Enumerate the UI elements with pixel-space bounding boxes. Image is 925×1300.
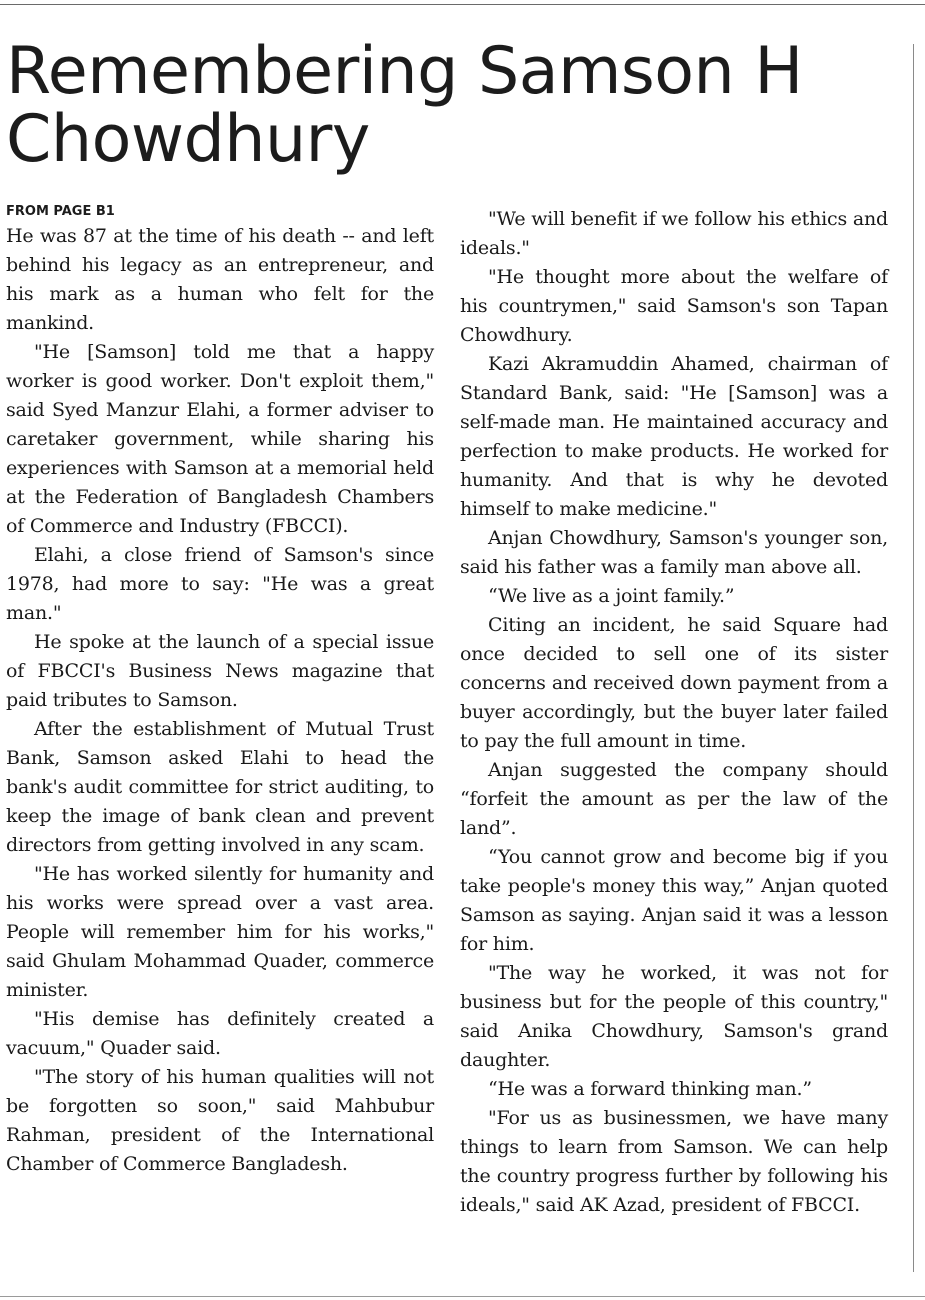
paragraph: "The way he worked, it was not for business but for the people of this country," said Anika Chowdhury, Samson's grand daughter. — [460, 962, 888, 1071]
paragraph: "The story of his human qualities will not be forgotten so soon," said Mahbubur Rahman, president of the International Chamber of Commerce Bangladesh. — [6, 1066, 434, 1175]
paragraph: "He [Samson] told me that a happy worker is good worker. Don't exploit them," said Syed Manzur Elahi, a former adviser to caretaker government, while sharing his experiences with Samson at a memorial held at the Federation of Bangladesh Chambers of Commerce and Industry (FBCCI). — [6, 341, 434, 537]
paragraph: “We live as a joint family.” — [488, 585, 735, 607]
article-column-left — [6, 204, 434, 1179]
paragraph: Kazi Akramuddin Ahamed, chairman of Standard Bank, said: "He [Samson] was a self-made man. He maintained accuracy and perfection to make products. He worked for humanity. And that is why he devoted himself to make medicine." — [460, 353, 888, 520]
paragraph: He was 87 at the time of his death -- and left behind his legacy as an entrepreneur, and his mark as a human who felt for the mankind. — [6, 225, 434, 334]
article-column-right — [460, 205, 888, 1220]
paragraph: "He thought more about the welfare of his countrymen," said Samson's son Tapan Chowdhury. — [460, 266, 888, 346]
paragraph: Citing an incident, he said Square had once decided to sell one of its sister concerns and received down payment from a buyer accordingly, but the buyer later failed to pay the full amount in time. — [460, 614, 888, 752]
paragraph: "His demise has definitely created a vacuum," Quader said. — [6, 1008, 434, 1059]
dateline: FROM PAGE B1 — [6, 204, 115, 219]
paragraph: Elahi, a close friend of Samson's since 1978, had more to say: "He was a great man." — [6, 544, 434, 624]
paragraph: He spoke at the launch of a special issue of FBCCI's Business News magazine that paid tributes to Samson. — [6, 631, 434, 711]
column-border — [913, 44, 914, 1272]
top-rule — [0, 4, 925, 5]
paragraph: "He has worked silently for humanity and his works were spread over a vast area. People will remember him for his works," said Ghulam Mohammad Quader, commerce minister. — [6, 863, 434, 1001]
headline: Remembering Samson H Chowdhury — [6, 34, 803, 177]
paragraph: “You cannot grow and become big if you take people's money this way,” Anjan quoted Samson as saying. Anjan said it was a lesson for him. — [460, 846, 888, 955]
paragraph: “He was a forward thinking man.” — [488, 1078, 812, 1100]
paragraph: "For us as businessmen, we have many things to learn from Samson. We can help the country progress further by following his ideals," said AK Azad, president of FBCCI. — [460, 1107, 888, 1216]
paragraph: "We will benefit if we follow his ethics and ideals." — [460, 208, 888, 259]
paragraph: Anjan suggested the company should “forfeit the amount as per the law of the land”. — [460, 759, 888, 839]
paragraph: Anjan Chowdhury, Samson's younger son, said his father was a family man above all. — [460, 527, 888, 578]
bottom-rule — [0, 1296, 925, 1297]
paragraph: After the establishment of Mutual Trust Bank, Samson asked Elahi to head the bank's audit committee for strict auditing, to keep the image of bank clean and prevent directors from getting involved in any scam. — [6, 718, 434, 856]
